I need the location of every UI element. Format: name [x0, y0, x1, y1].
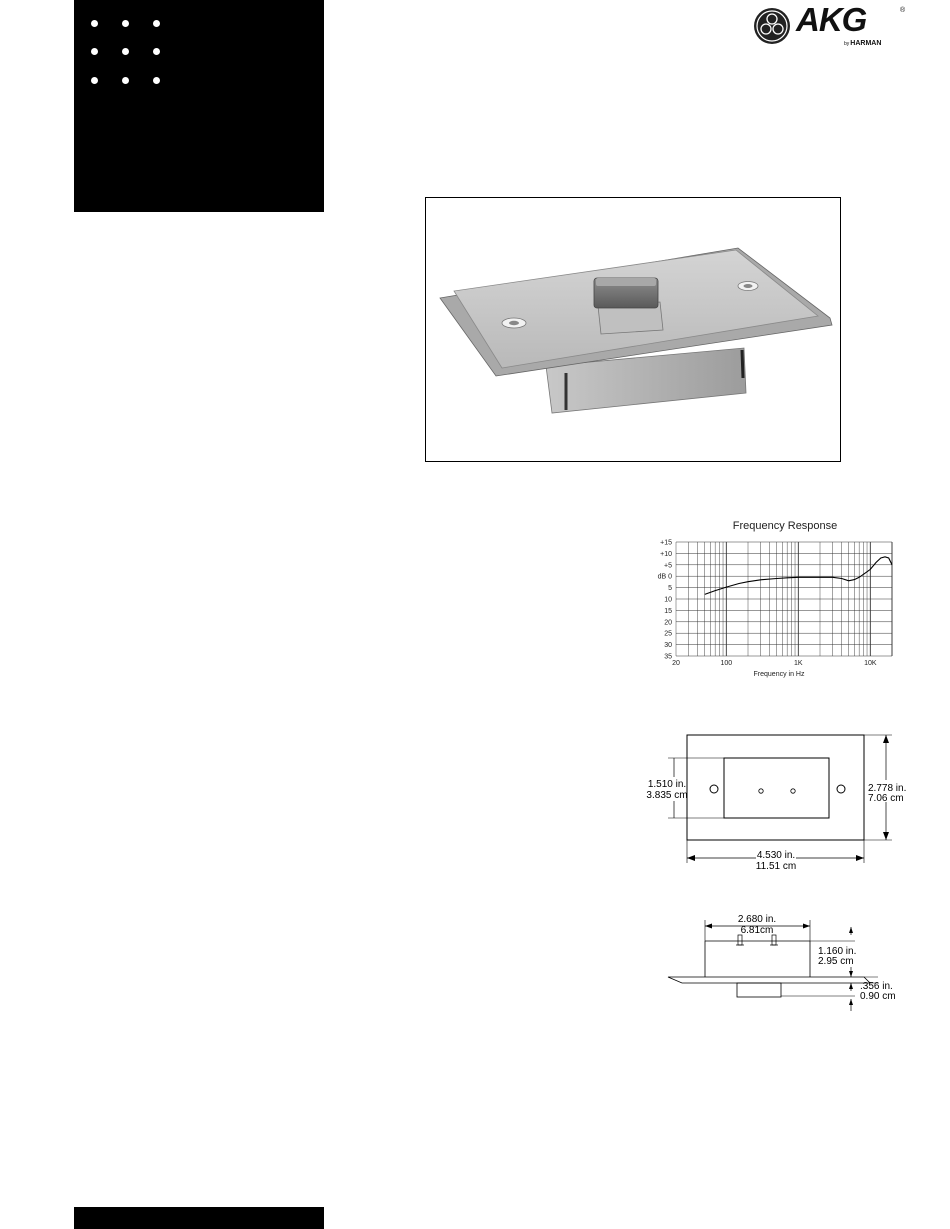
- decor-dot: [91, 48, 98, 55]
- decor-dot: [153, 77, 160, 84]
- dim-side-width-in: 2.680 in.: [737, 914, 777, 925]
- brand-parent: [844, 40, 881, 47]
- dim-width-cm: 11.51 cm: [755, 861, 797, 872]
- dim-height-cm: 3.835 cm: [646, 790, 688, 801]
- y-tick-label: dB 0: [657, 573, 672, 581]
- screw-hole: [710, 785, 718, 793]
- dim-plate-height-cm: 7.06 cm: [868, 793, 904, 804]
- product-photo-frame: [425, 197, 841, 462]
- y-tick-label: 10: [664, 596, 672, 604]
- dim-depth-in: 1.160 in.: [818, 946, 857, 957]
- y-tick-label: 5: [668, 585, 672, 593]
- registered-mark: ®: [900, 7, 906, 14]
- product-photo: [426, 198, 840, 461]
- side-view-dimension-drawing: [660, 905, 910, 1015]
- dim-depth-cm: 2.95 cm: [818, 956, 854, 967]
- pin-hole: [759, 789, 763, 793]
- decor-dot: [122, 20, 129, 27]
- y-tick-label: 30: [664, 642, 672, 650]
- y-tick-label: 15: [664, 607, 672, 615]
- decor-dot: [91, 77, 98, 84]
- y-tick-label: +15: [660, 539, 672, 547]
- pin-hole: [791, 789, 795, 793]
- header-black-block: [74, 0, 324, 212]
- y-tick-label: 25: [664, 630, 672, 638]
- dim-height-in: 1.510 in.: [647, 779, 687, 790]
- y-tick-label: 35: [664, 653, 672, 661]
- footer-black-bar: [74, 1207, 324, 1229]
- screw-hole: [837, 785, 845, 793]
- dim-width-in: 4.530 in.: [756, 850, 796, 861]
- x-tick-label: 10K: [864, 660, 877, 667]
- x-tick-label: 1K: [794, 660, 803, 667]
- y-tick-label: +5: [664, 562, 672, 570]
- decor-dot: [91, 20, 98, 27]
- x-tick-label: 20: [672, 660, 680, 667]
- decor-dot: [153, 48, 160, 55]
- dim-plate-height-in: 2.778 in.: [868, 783, 907, 794]
- frequency-response-plot: [640, 515, 920, 685]
- dim-plate-in: .356 in.: [860, 981, 893, 992]
- y-tick-label: 20: [664, 619, 672, 627]
- dim-plate-cm: 0.90 cm: [860, 991, 896, 1002]
- body-outline: [724, 758, 829, 818]
- dim-side-width-cm: 6.81cm: [740, 925, 774, 936]
- decor-dot: [122, 48, 129, 55]
- x-tick-label: 100: [720, 660, 733, 667]
- brand-name: AKG: [796, 1, 867, 38]
- brand-by: by: [844, 41, 850, 47]
- frequency-response-chart: [640, 515, 900, 685]
- brand-parent-name: HARMAN: [850, 40, 882, 47]
- x-axis-label: Frequency in Hz: [753, 671, 805, 678]
- decor-dot: [153, 20, 160, 27]
- akg-logo: [752, 3, 912, 51]
- top-view-dimension-drawing: [640, 725, 910, 875]
- y-tick-label: +10: [660, 550, 672, 558]
- akg-emblem-icon: [752, 6, 792, 46]
- chart-title: Frequency Response: [732, 520, 838, 532]
- decor-dot: [122, 77, 129, 84]
